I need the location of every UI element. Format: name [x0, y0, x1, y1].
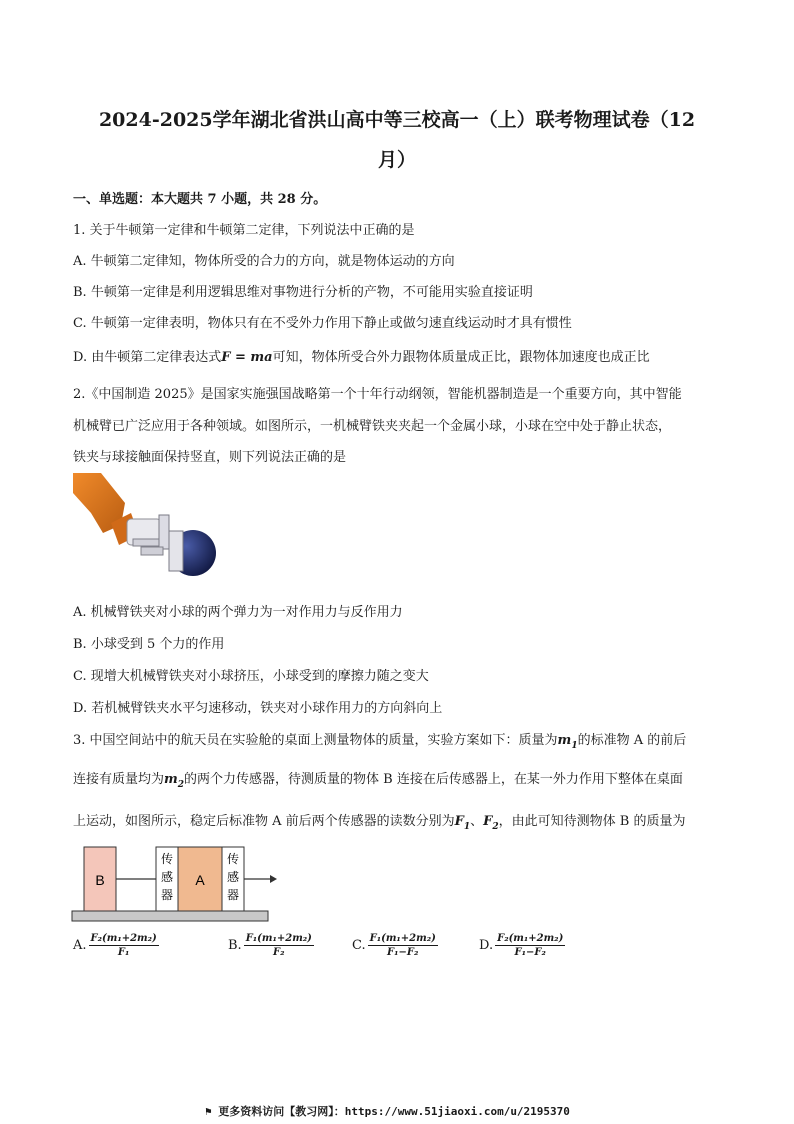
- footer-text: 更多资料访问【教习网】：https://www.51jiaoxi.com/u/2195370: [218, 1105, 570, 1118]
- option-label: D.: [479, 938, 494, 953]
- table-surface: [72, 911, 268, 921]
- exam-title: [60, 100, 734, 180]
- sensor-diagram: [70, 843, 280, 925]
- force-arrow-head: [270, 875, 277, 883]
- gripper-jaw-left: [159, 515, 169, 549]
- footer-link[interactable]: [205, 1103, 570, 1119]
- fraction-numerator: F₂(m₁+2m₂): [497, 933, 564, 944]
- title-line-2: 月）: [377, 149, 416, 171]
- sensor-left-char-3: 器: [160, 888, 174, 902]
- fraction-denominator: F₂: [273, 947, 285, 958]
- q1-stem: 1. 关于牛顿第一定律和牛顿第二定律，下列说法中正确的是: [73, 223, 415, 238]
- q2-option-b: B. 小球受到 5 个力的作用: [73, 637, 225, 652]
- flag-icon: ⚑: [205, 1105, 219, 1118]
- q1-d-prefix: D. 由牛顿第二定律表达式: [73, 350, 222, 365]
- q3-option-d: [479, 933, 565, 958]
- option-label: A.: [73, 938, 87, 953]
- sensor-left-char-1: 传: [160, 852, 174, 866]
- q3-stem-line-3: [73, 810, 686, 832]
- q2-stem-line-3: 铁夹与球接触面保持竖直，则下列说法正确的是: [73, 450, 347, 465]
- fraction: [89, 933, 159, 958]
- q1-option-c: C. 牛顿第一定律表明，物体只有在不受外力作用下静止或做匀速直线运动时才具有惯性: [73, 316, 572, 331]
- q3-l3-suffix: ，由此可知待测物体 B 的质量为: [498, 814, 686, 829]
- symbol-f1-sub: 1: [463, 822, 471, 832]
- q3-l1-prefix: 3. 中国空间站中的航天员在实验舱的桌面上测量物体的质量，实验方案如下：质量为: [73, 733, 558, 748]
- symbol-m2-sub: 2: [177, 780, 185, 790]
- gripper-base: [141, 547, 163, 555]
- fraction: [495, 933, 565, 958]
- q1-option-b: B. 牛顿第一定律是利用逻辑思维对事物进行分析的产物，不可能用实验直接证明: [73, 285, 533, 300]
- q2-option-a: A. 机械臂铁夹对小球的两个弹力为一对作用力与反作用力: [73, 605, 403, 620]
- q3-stem-line-2: [73, 768, 683, 790]
- symbol-f2-sub: 2: [492, 822, 499, 832]
- symbol-m2: m: [164, 772, 178, 787]
- newton-formula: F = ma: [221, 350, 273, 365]
- q2-option-d: D. 若机械臂铁夹水平匀速移动，铁夹对小球作用力的方向斜向上: [73, 701, 443, 716]
- option-label: C.: [352, 938, 366, 953]
- q3-option-b: [228, 933, 314, 958]
- fraction: [368, 933, 438, 958]
- q1-d-suffix: 可知，物体所受合外力跟物体质量成正比，跟物体加速度也成正比: [272, 350, 650, 365]
- q3-l2-suffix: 的两个力传感器，待测质量的物体 B 连接在后传感器上，在某一外力作用下整体在桌面: [184, 772, 683, 787]
- q2-stem-line-2: 机械臂已广泛应用于各种领域。如图所示，一机械臂铁夹夹起一个金属小球，小球在空中处于静止状态，: [73, 419, 672, 434]
- q3-l1-suffix: 的标准物 A 的前后: [577, 733, 687, 748]
- fraction-denominator: F₁−F₂: [514, 947, 546, 958]
- sensor-right-char-1: 传: [226, 852, 240, 866]
- symbol-f2: F: [483, 814, 493, 829]
- option-label: B.: [228, 938, 242, 953]
- sensor-left-char-2: 感: [160, 870, 174, 884]
- title-line-1: 2024-2025学年湖北省洪山高中等三校高一（上）联考物理试卷（12: [98, 109, 696, 131]
- q1-option-d: [73, 346, 650, 365]
- fraction-denominator: F₁: [117, 947, 130, 958]
- symbol-f1: F: [454, 814, 464, 829]
- block-a-label: A: [195, 872, 205, 888]
- fraction-numerator: F₁(m₁+2m₂): [369, 933, 436, 944]
- separator: 、: [470, 814, 484, 829]
- symbol-m1-sub: 1: [571, 741, 578, 751]
- q3-stem-line-1: [73, 729, 686, 751]
- q3-option-c: [352, 933, 438, 958]
- q1-option-a: A. 牛顿第二定律知，物体所受的合力的方向，就是物体运动的方向: [73, 254, 455, 269]
- fraction-numerator: F₁(m₁+2m₂): [245, 933, 312, 944]
- fraction: [244, 933, 314, 958]
- block-b-label: B: [95, 872, 105, 888]
- q3-l3-prefix: 上运动，如图所示，稳定后标准物 A 前后两个传感器的读数分别为: [73, 814, 455, 829]
- sensor-right-char-3: 器: [226, 888, 240, 902]
- sensor-right-char-2: 感: [226, 870, 240, 884]
- symbol-m1: m: [557, 733, 572, 748]
- fraction-denominator: F₁−F₂: [387, 947, 419, 958]
- fraction-numerator: F₂(m₁+2m₂): [90, 933, 157, 944]
- q3-l2-prefix: 连接有质量均为: [73, 772, 165, 787]
- robot-arm-image: [73, 473, 223, 583]
- q2-stem-line-1: 2.《中国制造 2025》是国家实施强国战略第一个十年行动纲领，智能机器制造是一个重要方向，其中智能: [73, 387, 682, 402]
- q3-option-a: [73, 933, 159, 958]
- gripper-jaw-right: [169, 531, 183, 571]
- q2-option-c: C. 现增大机械臂铁夹对小球挤压，小球受到的摩擦力随之变大: [73, 669, 429, 684]
- section-heading: 一、单选题：本大题共 7 小题，共 28 分。: [73, 192, 327, 207]
